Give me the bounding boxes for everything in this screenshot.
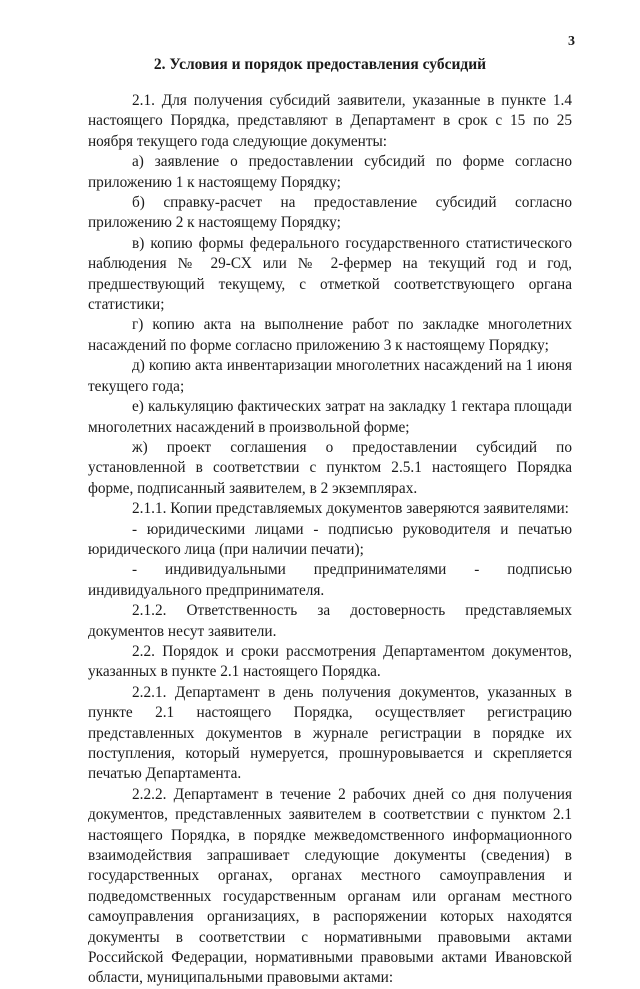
paragraph-entrepreneurs: - индивидуальными предпринимателями - подписью индивидуального предпринимателя. <box>88 561 572 599</box>
paragraph-item-zh: ж) проект соглашения о предоставлении субсидий по установленной в соответствии с пунктом 2.5.1 настоящего Порядка форме, подписанный заявителем, в 2 экземплярах. <box>88 438 572 497</box>
paragraph-item-d: д) копию акта инвентаризации многолетних насаждений на 1 июня текущего года; <box>88 357 572 395</box>
page-number: 3 <box>568 34 575 49</box>
paragraph-item-a: а) заявление о предоставлении субсидий по форме согласно приложению 1 к настоящему Порядку; <box>88 153 572 191</box>
paragraph-legal-entities: - юридическими лицами - подписью руководителя и печатью юридического лица (при наличии печати); <box>88 520 572 558</box>
paragraph-2-2-1: 2.2.1. Департамент в день получения документов, указанных в пункте 2.1 настоящего Порядка, осуществляет регистрацию представленных документов в журнале регистрации в порядке их поступления, который нумеруется, прошнуровывается и скрепляется печатью Департамента. <box>88 683 572 783</box>
paragraph-item-e: е) калькуляцию фактических затрат на закладку 1 гектара площади многолетних насаждений в произвольной форме; <box>88 398 572 436</box>
document-body <box>88 91 572 989</box>
paragraph-2-1-1: 2.1.1. Копии представляемых документов заверяются заявителями: <box>132 500 569 518</box>
paragraph-2-2-2: 2.2.2. Департамент в течение 2 рабочих дней со дня получения документов, представленных заявителем в соответствии с пунктом 2.1 настоящего Порядка, в порядке межведомственного информационного взаимодействия запрашивает следующие документы (сведения) в государственных органах, органах местного самоуправления и подведомственных государственным органам или органам местного самоуправления организациях, в распоряжении которых находятся документы в соответствии с нормативными правовыми актами Российской Федерации, нормативными правовыми актами Ивановской области, муниципальными правовыми актами: <box>88 785 572 987</box>
paragraph-item-v: в) копию формы федерального государственного статистического наблюдения № 29-СХ или № 2-фермер на текущий год и год, предшествующий текущему, с отметкой соответствующего органа статистики; <box>88 234 572 314</box>
section-heading: 2. Условия и порядок предоставления субсидий <box>153 56 487 73</box>
paragraph-item-b: б) справку-расчет на предоставление субсидий согласно приложению 2 к настоящему Порядку; <box>88 194 572 232</box>
paragraph-2-2: 2.2. Порядок и сроки рассмотрения Департаментом документов, указанных в пункте 2.1 настоящего Порядка. <box>88 642 572 681</box>
paragraph-item-g: г) копию акта на выполнение работ по закладке многолетних насаждений по форме согласно приложению 3 к настоящему Порядку; <box>88 316 572 354</box>
paragraph-2-1: 2.1. Для получения субсидий заявители, указанные в пункте 1.4 настоящего Порядка, представляют в Департамент в срок с 15 по 25 ноября текущего года следующие документы: <box>88 92 572 150</box>
paragraph-2-1-2: 2.1.2. Ответственность за достоверность представляемых документов несут заявители. <box>88 602 572 640</box>
